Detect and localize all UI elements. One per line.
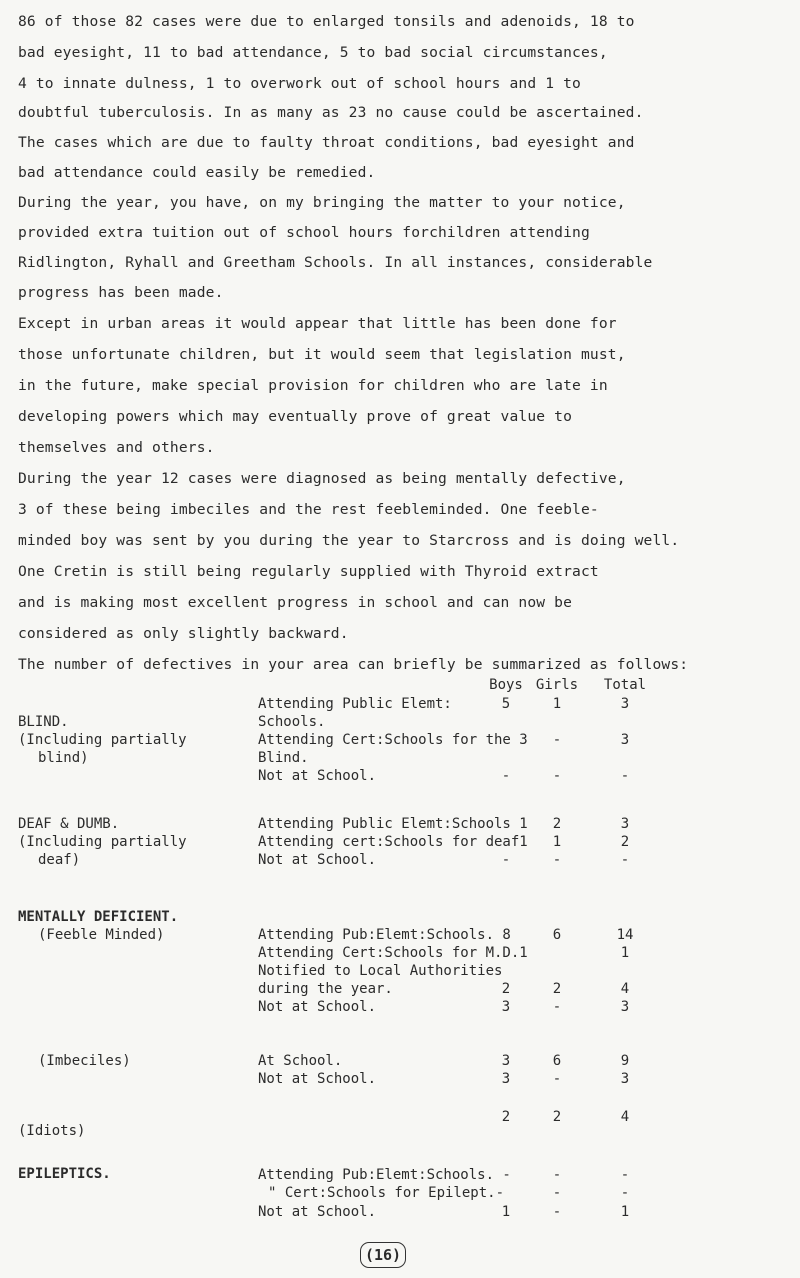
text-line: Ridlington, Ryhall and Greetham Schools. In all instances, considerable <box>18 254 653 271</box>
cell-boys: 2 <box>501 1109 511 1125</box>
row-desc: Attending Cert:Schools for the 3 <box>258 732 528 748</box>
cell-total: 2 <box>620 834 630 850</box>
row-desc: Attending cert:Schools for deaf1 <box>258 834 528 850</box>
cell-total: 1 <box>620 1204 630 1220</box>
group-label: blind) <box>38 750 89 766</box>
row-desc: Notified to Local Authorities <box>258 963 503 979</box>
text-line: progress has been made. <box>18 284 224 301</box>
row-desc: At School. <box>258 1053 343 1069</box>
row-desc: Not at School. <box>258 1071 377 1087</box>
col-header-girls: Girls <box>535 677 579 693</box>
cell-girls: 1 <box>552 834 562 850</box>
text-line: 86 of those 82 cases were due to enlarged tonsils and adenoids, 18 to <box>18 13 635 30</box>
cell-total: 3 <box>620 732 630 748</box>
cell-total: 14 <box>616 927 634 943</box>
cell-girls: - <box>552 768 562 784</box>
text-line: One Cretin is still being regularly supplied with Thyroid extract <box>18 563 599 580</box>
text-line: developing powers which may eventually prove of great value to <box>18 408 573 425</box>
cell-boys: 2 <box>501 981 511 997</box>
group-label: (Feeble Minded) <box>38 927 165 943</box>
text-line: provided extra tuition out of school hours forchildren attending <box>18 224 590 241</box>
group-label: (Idiots) <box>18 1123 86 1139</box>
cell-boys: - <box>501 768 511 784</box>
cell-boys: 1 <box>501 1204 511 1220</box>
row-desc: Not at School. <box>258 768 377 784</box>
row-desc: Not at School. <box>258 852 377 868</box>
row-desc: Not at School. <box>258 1204 377 1220</box>
text-line: 4 to innate dulness, 1 to overwork out of school hours and 1 to <box>18 75 581 92</box>
cell-total: - <box>620 768 630 784</box>
cell-girls: - <box>552 1071 562 1087</box>
text-line: considered as only slightly backward. <box>18 625 349 642</box>
text-line: and is making most excellent progress in school and can now be <box>18 594 573 611</box>
text-line: minded boy was sent by you during the year to Starcross and is doing well. <box>18 532 680 549</box>
row-desc: during the year. <box>258 981 393 997</box>
cell-boys: 3 <box>501 1053 511 1069</box>
cell-total: 3 <box>620 816 630 832</box>
cell-total: 4 <box>620 1109 630 1125</box>
cell-girls: 2 <box>552 1109 562 1125</box>
cell-girls: - <box>552 1204 562 1220</box>
group-label: MENTALLY DEFICIENT. <box>18 909 179 925</box>
cell-boys: - <box>501 852 511 868</box>
text-line: those unfortunate children, but it would seem that legislation must, <box>18 346 626 363</box>
col-header-boys: Boys <box>489 677 523 693</box>
text-line: 3 of these being imbeciles and the rest feebleminded. One feeble- <box>18 501 599 518</box>
row-desc: Schools. <box>258 714 326 730</box>
cell-girls: 2 <box>552 981 562 997</box>
cell-girls: 6 <box>552 927 562 943</box>
text-line: Except in urban areas it would appear that little has been done for <box>18 315 617 332</box>
text-line: The cases which are due to faulty throat conditions, bad eyesight and <box>18 134 635 151</box>
row-desc: " Cert:Schools for Epilept.- <box>268 1185 505 1201</box>
cell-girls: 2 <box>552 816 562 832</box>
group-label: (Including partially <box>18 732 187 748</box>
cell-boys: 3 <box>501 999 511 1015</box>
cell-total: - <box>620 852 630 868</box>
group-label: (Including partially <box>18 834 187 850</box>
text-line: themselves and others. <box>18 439 215 456</box>
text-line: During the year 12 cases were diagnosed as being mentally defective, <box>18 470 626 487</box>
cell-total: 1 <box>620 945 630 961</box>
text-line: doubtful tuberculosis. In as many as 23 no cause could be ascertained. <box>18 104 644 121</box>
text-line: bad attendance could easily be remedied. <box>18 164 376 181</box>
group-label: EPILEPTICS. <box>18 1166 111 1182</box>
group-label: deaf) <box>38 852 81 868</box>
text-line: bad eyesight, 11 to bad attendance, 5 to bad social circumstances, <box>18 44 608 61</box>
cell-total: 9 <box>620 1053 630 1069</box>
row-desc: Attending Public Elemt: <box>258 696 452 712</box>
cell-girls: - <box>552 732 562 748</box>
group-label: DEAF & DUMB. <box>18 816 120 832</box>
cell-total: 4 <box>620 981 630 997</box>
text-line: in the future, make special provision for children who are late in <box>18 377 608 394</box>
row-desc: Not at School. <box>258 999 377 1015</box>
row-desc: Attending Cert:Schools for M.D.1 <box>258 945 528 961</box>
row-desc: Attending Pub:Elemt:Schools. - <box>258 1167 511 1183</box>
cell-girls: - <box>552 999 562 1015</box>
group-label: BLIND. <box>18 714 69 730</box>
cell-girls: 6 <box>552 1053 562 1069</box>
cell-total: - <box>620 1185 630 1201</box>
cell-boys: 5 <box>501 696 511 712</box>
row-desc: Attending Public Elemt:Schools 1 <box>258 816 528 832</box>
row-desc: Attending Pub:Elemt:Schools. 8 <box>258 927 511 943</box>
row-desc: Blind. <box>258 750 309 766</box>
cell-total: 3 <box>620 696 630 712</box>
text-line: During the year, you have, on my bringing the matter to your notice, <box>18 194 626 211</box>
cell-total: 3 <box>620 999 630 1015</box>
cell-total: 3 <box>620 1071 630 1087</box>
cell-girls: - <box>552 852 562 868</box>
cell-girls: 1 <box>552 696 562 712</box>
page-number: (16) <box>360 1242 406 1268</box>
cell-girls: - <box>552 1167 562 1183</box>
cell-boys: 3 <box>501 1071 511 1087</box>
col-header-total: Total <box>603 677 647 693</box>
cell-total: - <box>620 1167 630 1183</box>
text-line: The number of defectives in your area can briefly be summarized as follows: <box>18 656 689 673</box>
cell-girls: - <box>552 1185 562 1201</box>
group-label: (Imbeciles) <box>38 1053 131 1069</box>
